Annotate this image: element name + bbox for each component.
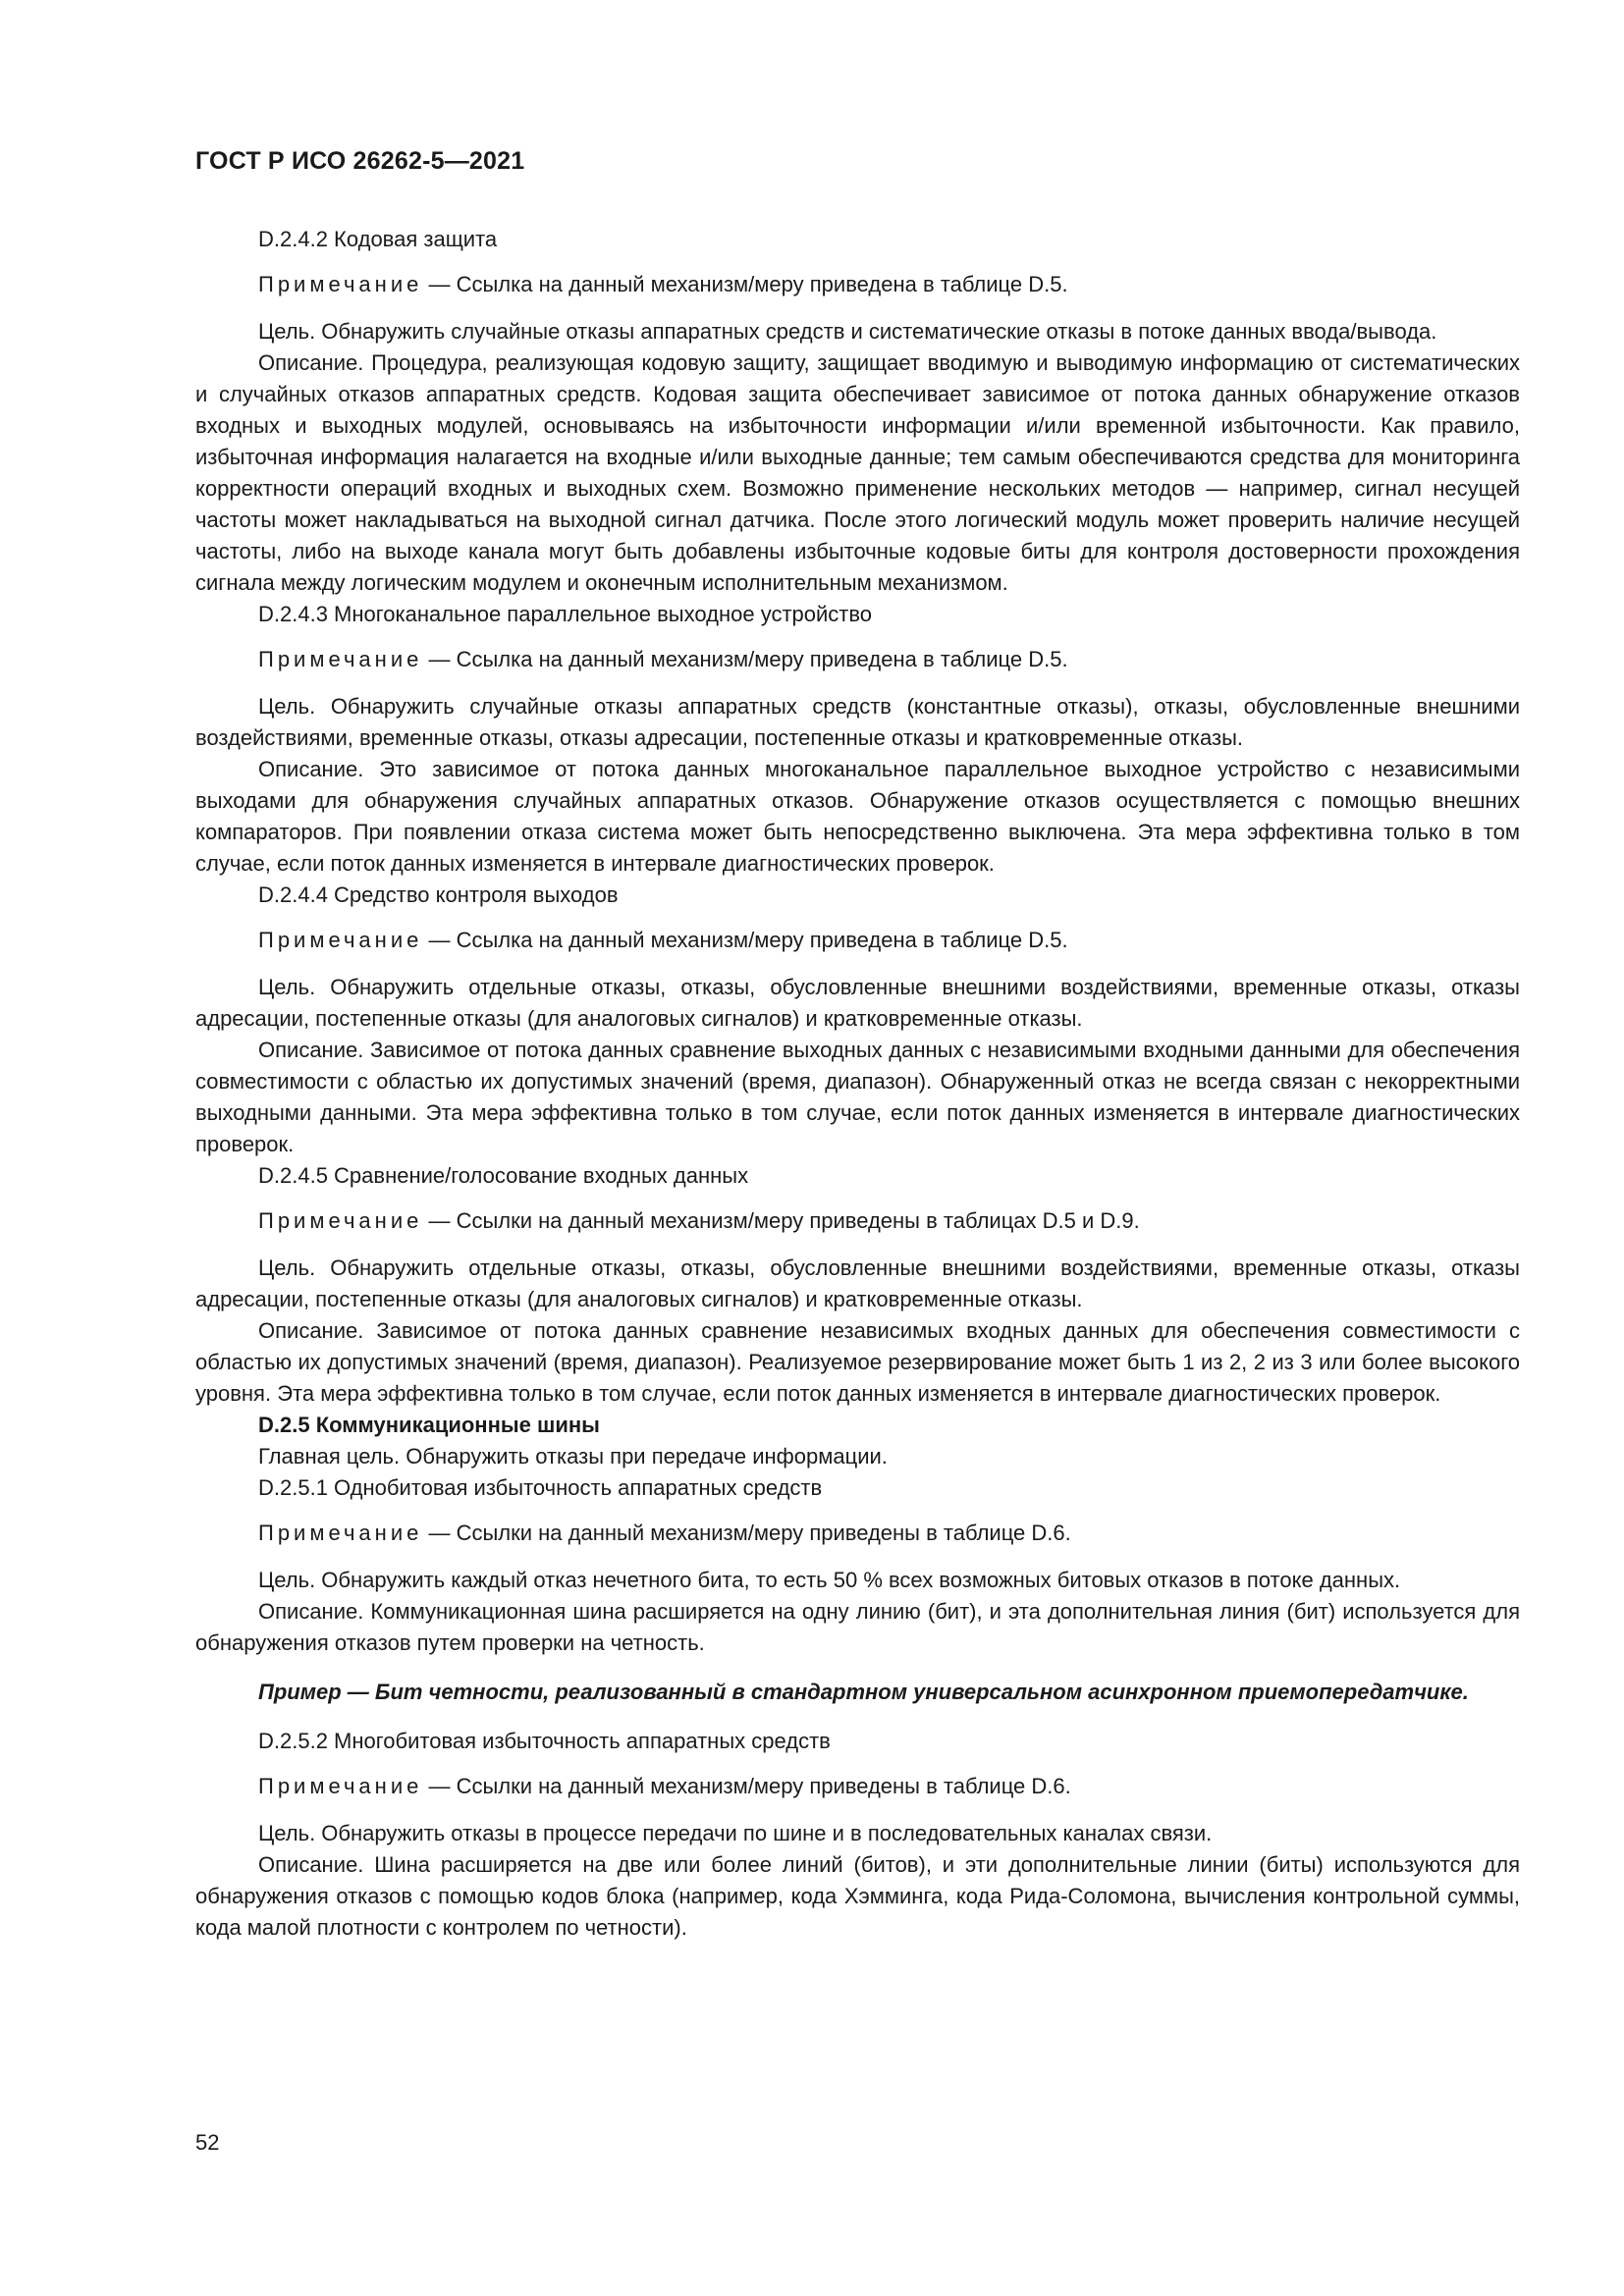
note-text: Ссылки на данный механизм/меру приведены в таблицах D.5 и D.9. xyxy=(456,1208,1140,1233)
body-paragraph: Цель. Обнаружить каждый отказ нечетного бита, то есть 50 % всех возможных битовых отказов в потоке данных. xyxy=(258,1568,1401,1592)
section-heading: D.2.4.4 Средство контроля выходов xyxy=(258,882,619,907)
note-label: Примечание xyxy=(258,928,423,952)
section-heading: D.2.4.3 Многоканальное параллельное выходное устройство xyxy=(258,602,873,626)
example-paragraph: Пример — Бит четности, реализованный в стандартном универсальном асинхронном приемопередатчике. xyxy=(258,1680,1469,1704)
note-paragraph xyxy=(195,1771,1520,1802)
note-dash: — xyxy=(428,1208,451,1233)
note-paragraph xyxy=(195,1518,1520,1549)
note-dash: — xyxy=(428,647,451,671)
note-paragraph xyxy=(195,925,1520,956)
note-dash: — xyxy=(428,928,451,952)
section-heading: Главная цель. Обнаружить отказы при передаче информации. xyxy=(258,1444,888,1468)
section-title: D.2.5 Коммуникационные шины xyxy=(258,1413,600,1437)
body-paragraph: Описание. Зависимое от потока данных сравнение выходных данных с независимыми входными данными для обеспечения совместимости с областью их допустимых значений (время, диапазон). Обнаруженный отказ не всегда связан с некорректными выходными данными. Эта мера эффективна только в том случае, если поток данных изменяется в интервале диагностических проверок. xyxy=(195,1038,1520,1156)
note-label: Примечание xyxy=(258,647,423,671)
page-number: 52 xyxy=(195,2130,220,2155)
note-dash: — xyxy=(428,1521,451,1545)
body-paragraph: Цель. Обнаружить отдельные отказы, отказы, обусловленные внешними воздействиями, временные отказы, отказы адресации, постепенные отказы (для аналоговых сигналов) и кратковременные отказы. xyxy=(195,1255,1520,1311)
section-heading: D.2.4.2 Кодовая защита xyxy=(258,227,498,251)
body-paragraph: Описание. Процедура, реализующая кодовую защиту, защищает вводимую и выводимую информацию от систематических и случайных отказов аппаратных средств. Кодовая защита обеспечивает зависимое от потока данных обнаружение отказов входных и выходных модулей, основываясь на избыточности информации и/или временной избыточности. Как правило, избыточная информация налагается на входные и/или выходные данные; тем самым обеспечиваются средства для мониторинга корректности операций входных и выходных схем. Возможно применение нескольких методов — например, сигнал несущей частоты может накладываться на выходной сигнал датчика. После этого логический модуль может проверить наличие несущей частоты, либо на выходе канала могут быть добавлены избыточные кодовые биты для контроля достоверности прохождения сигнала между логическим модулем и оконечным исполнительным механизмом. xyxy=(195,350,1520,595)
body-paragraph: Описание. Шина расширяется на две или более линий (битов), и эти дополнительные линии (биты) используются для обнаружения отказов с помощью кодов блока (например, кода Хэмминга, кода Рида-Соломона, вычисления контрольной суммы, кода малой плотности с контролем по четности). xyxy=(195,1852,1520,1940)
note-label: Примечание xyxy=(258,1774,423,1798)
note-text: Ссылки на данный механизм/меру приведены в таблице D.6. xyxy=(456,1774,1071,1798)
body-paragraph: Описание. Это зависимое от потока данных многоканальное параллельное выходное устройство с независимыми выходами для обнаружения случайных аппаратных отказов. Обнаружение отказов осуществляется с помощью внешних компараторов. При появлении отказа система может быть непосредственно выключена. Эта мера эффективна только в том случае, если поток данных изменяется в интервале диагностических проверок. xyxy=(195,757,1520,876)
body-paragraph: Цель. Обнаружить случайные отказы аппаратных средств и систематические отказы в потоке данных ввода/вывода. xyxy=(258,319,1437,344)
body-paragraph: Цель. Обнаружить отказы в процессе передачи по шине и в последовательных каналах связи. xyxy=(258,1821,1213,1845)
note-text: Ссылка на данный механизм/меру приведена в таблице D.5. xyxy=(456,272,1068,296)
note-label: Примечание xyxy=(258,1521,423,1545)
note-text: Ссылка на данный механизм/меру приведена в таблице D.5. xyxy=(456,928,1068,952)
body-paragraph: Цель. Обнаружить случайные отказы аппаратных средств (константные отказы), отказы, обусловленные внешними воздействиями, временные отказы, отказы адресации, постепенные отказы и кратковременные отказы. xyxy=(195,694,1520,750)
body-paragraph: Описание. Зависимое от потока данных сравнение независимых входных данных для обеспечения совместимости с областью их допустимых значений (время, диапазон). Реализуемое резервирование может быть 1 из 2, 2 из 3 или более высокого уровня. Эта мера эффективна только в том случае, если поток данных изменяется в интервале диагностических проверок. xyxy=(195,1318,1520,1406)
note-label: Примечание xyxy=(258,1208,423,1233)
section-heading: D.2.4.5 Сравнение/голосование входных данных xyxy=(258,1163,749,1188)
note-dash: — xyxy=(428,272,451,296)
section-heading: D.2.5.2 Многобитовая избыточность аппаратных средств xyxy=(258,1729,831,1753)
section-heading: D.2.5.1 Однобитовая избыточность аппаратных средств xyxy=(258,1475,823,1500)
body-paragraph: Описание. Коммуникационная шина расширяется на одну линию (бит), и эта дополнительная линия (бит) используется для обнаружения отказов путем проверки на четность. xyxy=(195,1599,1520,1655)
note-label: Примечание xyxy=(258,272,423,296)
document-body xyxy=(195,224,1520,1944)
note-text: Ссылка на данный механизм/меру приведена в таблице D.5. xyxy=(456,647,1068,671)
body-paragraph: Цель. Обнаружить отдельные отказы, отказы, обусловленные внешними воздействиями, временные отказы, отказы адресации, постепенные отказы (для аналоговых сигналов) и кратковременные отказы. xyxy=(195,975,1520,1031)
note-paragraph xyxy=(195,644,1520,675)
standard-header: ГОСТ Р ИСО 26262-5—2021 xyxy=(195,147,525,175)
note-paragraph xyxy=(195,269,1520,300)
note-dash: — xyxy=(428,1774,451,1798)
note-paragraph xyxy=(195,1205,1520,1237)
note-text: Ссылки на данный механизм/меру приведены в таблице D.6. xyxy=(456,1521,1071,1545)
